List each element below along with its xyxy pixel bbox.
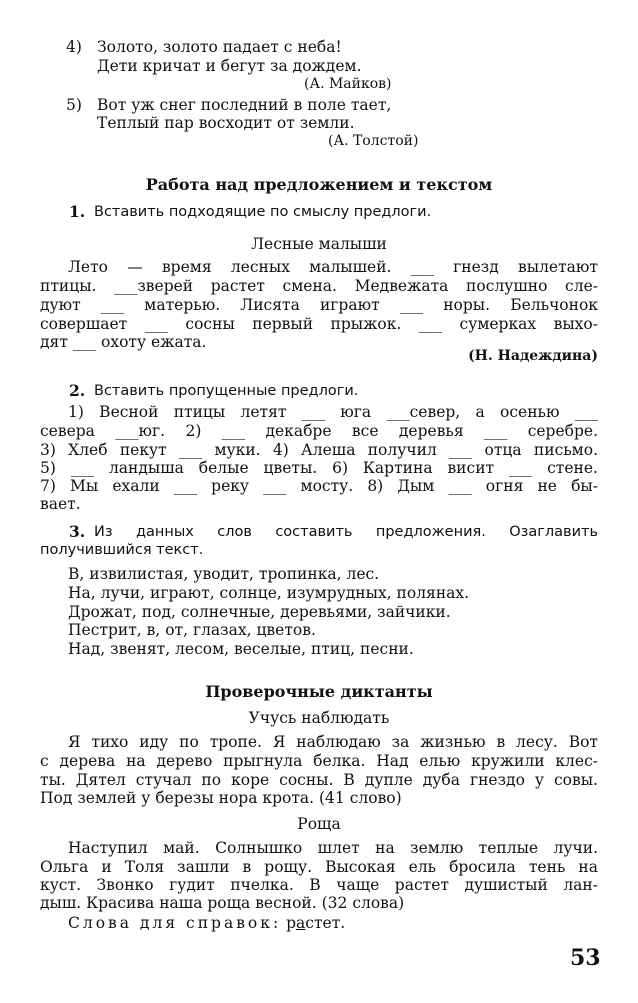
dictation-1-line: ты. Дятел стучал по коре сосны. В дупле дуба гнездо у совы. bbox=[40, 771, 598, 789]
task-2-text-line: 7) Мы ехали ___ реку ___ мосту. 8) Дым ___ огня не бы- bbox=[40, 477, 598, 495]
dictation-1-line: с дерева на дерево прыгнула белка. Над елью кружили клес- bbox=[40, 752, 598, 770]
dictation-1-line: Я тихо иду по тропе. Я наблюдаю за жизнью в лесу. Вот bbox=[68, 733, 598, 751]
task-2-instruction: Вставить пропущенные предлоги. bbox=[94, 383, 359, 399]
task-3-instruction-line-2: получившийся текст. bbox=[40, 542, 204, 558]
stressed-letter: а bbox=[296, 914, 306, 932]
dictation-1-title: Учусь наблюдать bbox=[248, 709, 390, 727]
section-title-work-on-sentence: Работа над предложением и текстом bbox=[145, 175, 493, 194]
reference-words bbox=[68, 914, 345, 932]
task-3-instruction-line-1: Из данных слов составить предложения. Озаглавить bbox=[94, 524, 598, 540]
task-2-text-line: 5) ___ ландыша белые цветы. 6) Картина висит ___ стене. bbox=[40, 459, 598, 477]
poem-5-line-1: Вот уж снег последний в поле тает, bbox=[97, 96, 392, 114]
poem-4-author: (А. Майков) bbox=[304, 76, 392, 92]
task-3-word-list-line: Пестрит, в, от, глазах, цветов. bbox=[68, 621, 316, 639]
reference-word: растет. bbox=[286, 914, 346, 932]
task-3-word-list-line: Дрожат, под, солнечные, деревьями, зайчики. bbox=[68, 603, 451, 621]
task-1-text-line: дуют ___ матерью. Лисята играют ___ норы. Бельчонок bbox=[40, 296, 598, 314]
task-3-word-list-line: На, лучи, играют, солнце, изумрудных, полянах. bbox=[68, 584, 470, 602]
task-2-text-line: севера ___юг. 2) ___ декабре все деревья ___ серебре. bbox=[40, 422, 598, 440]
dictation-1-line: Под землей у березы нора крота. (41 слово) bbox=[40, 789, 402, 807]
task-1-author: (Н. Надеждина) bbox=[468, 348, 598, 364]
dictation-2-line: Наступил май. Солнышко шлет на землю теплые лучи. bbox=[68, 839, 598, 857]
poem-5-line-2: Теплый пар восходит от земли. bbox=[97, 114, 355, 132]
task-1-text-line: совершает ___ сосны первый прыжок. ___ сумерках выхо- bbox=[40, 315, 598, 333]
task-2-text-line: 1) Весной птицы летят ___ юга ___север, а осенью ___ bbox=[68, 403, 598, 421]
task-3-word-list-line: Над, звенят, лесом, веселые, птиц, песни. bbox=[68, 640, 414, 658]
poem-4-line-2: Дети кричат и бегут за дождем. bbox=[97, 57, 362, 75]
dictation-2-line: дыш. Красива наша роща весной. (32 слова) bbox=[40, 894, 405, 912]
story-title-forest-babies: Лесные малыши bbox=[251, 235, 387, 253]
task-1-text-line: дят ___ охоту ежата. bbox=[40, 333, 207, 351]
poem-4-number: 4) bbox=[66, 38, 82, 56]
poem-4-line-1: Золото, золото падает с неба! bbox=[97, 38, 342, 56]
task-3-number: 3. bbox=[69, 522, 86, 541]
section-title-dictations: Проверочные диктанты bbox=[205, 682, 433, 701]
task-2-text-line: 3) Хлеб пекут ___ муки. 4) Алеша получил ___ отца письмо. bbox=[40, 441, 598, 459]
task-3-word-list-line: В, извилистая, уводит, тропинка, лес. bbox=[68, 565, 380, 583]
task-1-text-line: птицы. ___зверей растет смена. Медвежата послушно сле- bbox=[40, 277, 598, 295]
dictation-2-line: Ольга и Толя зашли в рощу. Высокая ель бросила тень на bbox=[40, 858, 598, 876]
task-1-text-line: Лето — время лесных малышей. ___ гнезд вылетают bbox=[68, 258, 598, 276]
task-1-number: 1. bbox=[69, 202, 86, 221]
task-1-instruction: Вставить подходящие по смыслу предлоги. bbox=[94, 204, 432, 220]
poem-5-number: 5) bbox=[66, 96, 82, 114]
poem-5-author: (А. Толстой) bbox=[328, 133, 419, 149]
reference-words-label: Слова для справок: bbox=[68, 914, 282, 932]
task-2-number: 2. bbox=[69, 381, 86, 400]
page-number: 53 bbox=[570, 945, 601, 971]
dictation-2-title: Роща bbox=[297, 815, 341, 833]
task-2-text-line: вает. bbox=[40, 495, 81, 513]
dictation-2-line: куст. Звонко гудит пчелка. В чаще растет душистый лан- bbox=[40, 876, 598, 894]
